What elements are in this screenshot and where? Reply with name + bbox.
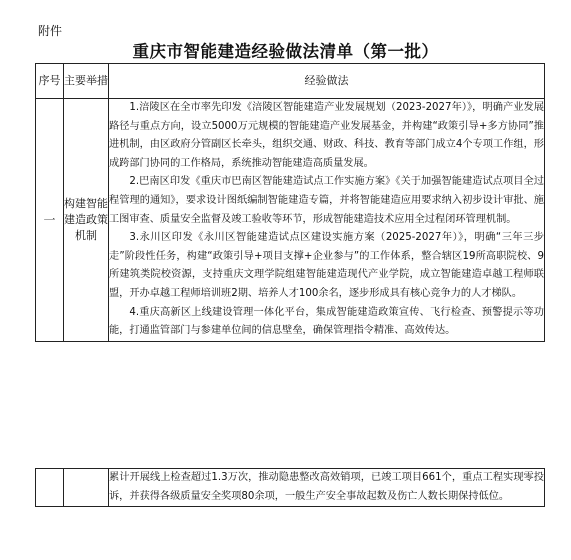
continuation-seq	[36, 469, 64, 507]
practice-table	[35, 63, 545, 342]
practice-paragraph: 2.巴南区印发《重庆市巴南区智能建造试点工作实施方案》《关于加强智能建造试点项目全过程管理的通知》，要求设计图纸编制智能建造专篇，并将智能建造应用要求纳入初步设计审批、施工图审查、质量安全监督及竣工验收等环节，形成智能建造技术应用全过程闭环管理机制。	[109, 176, 544, 225]
continuation-measure	[64, 469, 109, 507]
row-seq: 一	[36, 99, 64, 342]
attachment-label: 附件	[38, 24, 63, 38]
practice-paragraph: 4.重庆高新区上线建设管理一体化平台，集成智能建造政策宣传、飞行检查、预警提示等功能，打通监管部门与参建单位间的信息壁垒，确保管理指令精准、高效传达。	[109, 306, 544, 337]
row-measure: 构建智能建造政策机制	[64, 99, 109, 342]
header-practice: 经验做法	[109, 64, 545, 99]
practice-paragraph: 1.涪陵区在全市率先印发《涪陵区智能建造产业发展规划（2023-2027年）》，明确产业发展路径与重点方向，设立5000万元规模的智能建造产业发展基金，并构建“政策引导+多方协同”推进机制，由区政府分管副区长牵头，组织交通、财政、科技、教育等部门成立4个专项工作组，形成跨部门协同的工作格局，系统推动智能建造高质量发展。	[109, 102, 544, 169]
continuation-text: 累计开展线上检查超过1.3万次，推动隐患整改高效销项，已竣工项目661个，重点工程实现零投诉，并获得各级质量安全奖项80余项，一般生产安全事故起数及伤亡人数长期保持低位。	[109, 469, 545, 507]
table-row	[36, 469, 545, 507]
page-title: 重庆市智能建造经验做法清单（第一批）	[132, 42, 439, 61]
header-measure: 主要举措	[64, 64, 109, 99]
table-header-row	[36, 64, 545, 99]
header-seq: 序号	[36, 64, 64, 99]
row-practices	[109, 99, 545, 342]
table-row	[36, 99, 545, 342]
practice-paragraph: 3.永川区印发《永川区智能建造试点区建设实施方案（2025-2027年）》，明确“三年三步走”阶段性任务，构建“政策引导+项目支撑+企业参与”的工作体系，整合辖区19所高职院校、9所建筑类院校资源，支持重庆文理学院组建智能建造现代产业学院，成立智能建造卓越工程师联盟，开办卓越工程师培训班2期、培养人才100余名，逐步形成具有核心竞争力的人才梯队。	[109, 232, 544, 299]
continuation-table	[35, 468, 545, 507]
